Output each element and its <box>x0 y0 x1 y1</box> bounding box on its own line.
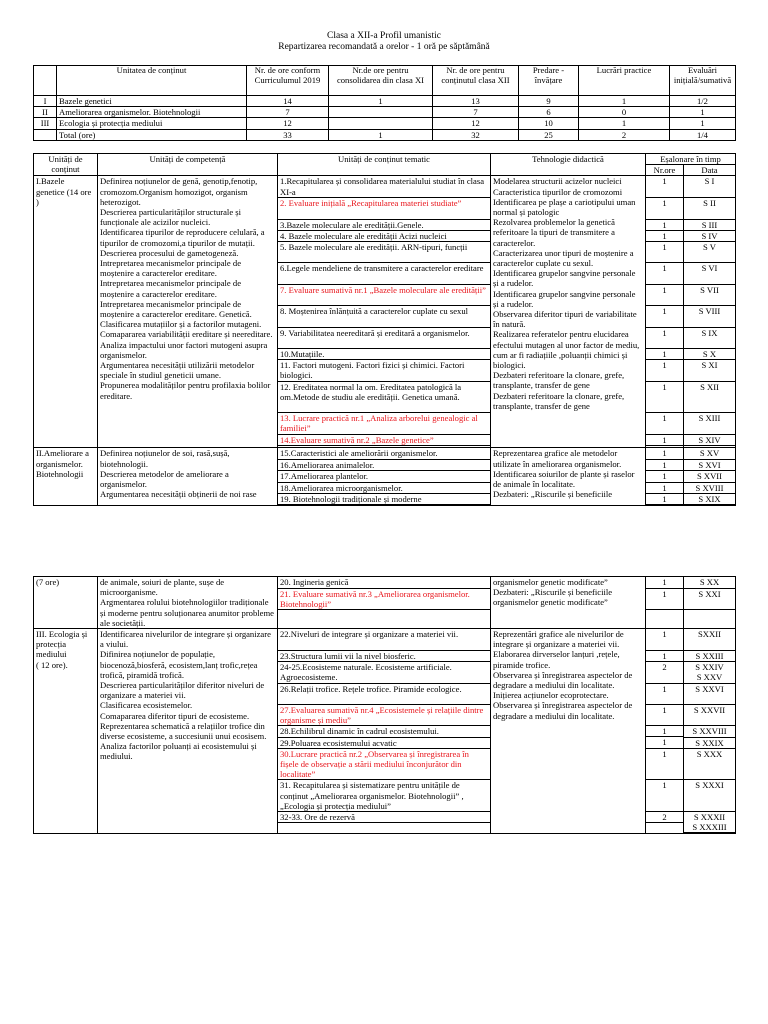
topic-week: S I <box>684 176 735 197</box>
competences: Definirea noțiunelor de genă, genotip,fenotip, cromozom.Organism homozigot, organism heterozigot. Descrierea particularităților structurale și funcționale ale acizilor nucleici. Identificarea tipurilor de reproducere celulară, a tipurilor de cromozomi,a tipurilor de mutații. Descrierea procesului de gametogeneză. Intrepretarea mecanismelor principale de moștenire a caracterelor ereditare. Intrepretarea mecanismelor principale de moștenire a caracterelor ereditare. Intrepretarea mecanismelor principale de moștenire a caracterelor ereditare. Genetică. Clasificarea mutațiilor și a factorilor mutageni. Comapararea variabilității ereditare și neereditare. Analiza impactului unor factori mutogeni asupra organismelor. Argumentarea necesității utilizării metodelor speciale în studiul geneticii umane. Propunerea modalităților pentru profilaxia bolilor ereditare. <box>98 176 278 448</box>
topic-hours: 1 <box>646 448 683 459</box>
topic-hours: 1 <box>646 284 683 305</box>
summary-cell: Ecologia și protecția mediului <box>57 118 247 129</box>
topic-hours: 1 <box>646 349 683 360</box>
topic-hours: 1 <box>646 460 683 471</box>
summary-row <box>34 118 736 129</box>
topic-hours: 1 <box>646 737 683 748</box>
summary-cell: Bazele genetici <box>57 96 247 107</box>
topics-list <box>278 448 490 505</box>
competences: de animale, soiuri de plante, sușe de microorganisme. Argmentarea rolului biotehnologiilor tradiționale și moderne pentru soluționarea anumitor probleme ale societății. <box>98 577 278 629</box>
topic-hours: 1 <box>646 482 683 493</box>
topics-cell <box>278 577 491 629</box>
summary-header-cell: Unitatea de conținut <box>57 66 247 96</box>
topic-hours: 1 <box>646 327 683 348</box>
topic-hours: 1 <box>646 219 683 230</box>
topic-week: S XXX <box>684 748 735 780</box>
summary-header-cell: Nr.de ore pentru consolidarea din clasa XI <box>329 66 433 96</box>
topic-week: S VI <box>684 263 735 284</box>
topic-hours: 1 <box>646 704 683 725</box>
summary-cell: 10 <box>519 118 579 129</box>
header-data: Data <box>684 165 736 176</box>
topic-hours: 1 <box>646 726 683 737</box>
topic-week: S VIII <box>684 306 735 327</box>
summary-cell: 0 <box>579 107 670 118</box>
summary-cell: 1 <box>579 118 670 129</box>
data-list <box>684 577 735 610</box>
topic-hours: 1 <box>646 230 683 241</box>
section-row <box>34 577 736 629</box>
didactic-technology: Reprezentări grafice ale nivelurilor de integrare și organizare a materiei vii. Elaborarea dirverselor lanțuri ,rețele, piramide trofice. Observarea și înregistrarea aspectelor de degradare a mediului din localitate. Inițierea acțiunelor ecoprotectare. Observarea și înregistrarea aspectelor de degradare a mediului din localitate. <box>491 629 646 834</box>
header-nr-ore: Nr.ore <box>646 165 684 176</box>
header-units: Unități de conținut <box>34 154 98 176</box>
summary-cell: 1/4 <box>670 129 736 140</box>
topic-item: 1.Recapitularea și consolidarea materialului studiat în clasa XI-a <box>278 176 490 197</box>
data-cell <box>684 577 736 629</box>
topic-item: 6.Legele mendeliene de transmitere a caracterelor ereditare <box>278 263 490 284</box>
summary-cell: 12 <box>247 118 329 129</box>
topic-week: S VII <box>684 284 735 305</box>
topic-hours: 1 <box>646 748 683 780</box>
topic-item: 19. Biotehnologii tradiționale și moderne <box>278 493 490 504</box>
summary-cell: I <box>34 96 57 107</box>
topic-week: S II <box>684 198 735 219</box>
topic-item: 23.Structura lumii vii la nivel biosferic. <box>278 650 490 661</box>
content-unit: (7 ore) <box>34 577 98 629</box>
summary-cell: III <box>34 118 57 129</box>
topic-item: 15.Caracteristici ale ameliorării organismelor. <box>278 448 490 459</box>
topic-item: 11. Factori mutogeni. Factori fizici și chimici. Factori biologici. <box>278 360 490 381</box>
document-header <box>0 31 768 53</box>
topic-week: S XVIII <box>684 482 735 493</box>
nr-ore-list <box>646 577 683 610</box>
summary-cell: 33 <box>247 129 329 140</box>
header-thematic: Unități de conținut tematic <box>278 154 491 176</box>
data-cell <box>684 448 736 506</box>
topic-week: S XVII <box>684 471 735 482</box>
topic-hours: 1 <box>646 650 683 661</box>
summary-cell: 7 <box>247 107 329 118</box>
data-cell <box>684 176 736 448</box>
topic-item: 5. Bazele moleculare ale eredității. ARN-tipuri, funcții <box>278 242 490 263</box>
summary-cell: 25 <box>519 129 579 140</box>
summary-cell: 1 <box>670 107 736 118</box>
topic-week: S XVI <box>684 460 735 471</box>
section-row <box>34 176 736 448</box>
competences: Definirea noțiunelor de soi, rasă,sușă, biotehnologii. Descrierea metodelor de ameliorare a organismelor. Argumentarea necesității obținerii de noi rase <box>98 448 278 506</box>
topic-hours: 2 <box>646 811 683 822</box>
topic-item: 32-33. Ore de rezervă <box>278 811 490 822</box>
topic-hours: 1 <box>646 434 683 445</box>
header-technology: Tehnologie didactică <box>491 154 646 176</box>
topic-item: 2. Evaluare inițială „Recapitularea materiei studiate” <box>278 198 490 219</box>
summary-cell: Ameliorarea organismelor. Biotehnologii <box>57 107 247 118</box>
summary-cell: 9 <box>519 96 579 107</box>
topic-week: S XII <box>684 381 735 413</box>
topics-list <box>278 577 490 610</box>
topic-week: S XXIII <box>684 650 735 661</box>
didactic-technology: Modelarea structurii acizelor nucleici Caracteristica tipurilor de cromozomi Identificarea pe plașe a cariotipului uman normal și patologic Rezolvarea problemelor la genetică referitoare la tipuri de transmitere a caracterelor. Caracterizarea unor tipuri de moștenire a caracterelor cuplate cu sexul. Identificarea grupelor sangvine personale și a rudelor. Identificarea grupelor sangvine personale și a rudelor. Observarea diferitor tipuri de variabilitate în natură. Realizarea referatelor pentru elucidarea efectului mutagen al unor factor de mediu, cum ar fi radiațiile ,poluanții chimici și biologici. Dezbateri referitoare la clonare, grefe, transplante, transfer de gene Dezbateri referitoare la clonare, grefe, transplante, transfer de gene <box>491 176 646 448</box>
topic-item: 13. Lucrare practică nr.1 „Analiza arborelui genealogic al familiei” <box>278 413 490 434</box>
didactic-technology: organismelor genetic modificate” Dezbateri: „Riscurile și beneficiile organismelor genetic modificate” <box>491 577 646 629</box>
nr-ore-list <box>646 448 683 505</box>
topics-list <box>278 629 490 823</box>
topic-week: S XXIV S XXV <box>684 662 735 683</box>
summary-cell: II <box>34 107 57 118</box>
topic-week: S IX <box>684 327 735 348</box>
topic-week: S V <box>684 242 735 263</box>
topic-item: 4. Bazele moleculare ale eredității Acizi nucleici <box>278 230 490 241</box>
content-unit: II.Ameliorare a organismelor. Biotehnologii <box>34 448 98 506</box>
topic-item: 18.Ameliorarea microorganismelor. <box>278 482 490 493</box>
content-unit: I.Bazele genetice (14 ore ) <box>34 176 98 448</box>
topic-hours: 1 <box>646 242 683 263</box>
topic-week: S XIII <box>684 413 735 434</box>
data-list <box>684 176 735 445</box>
topic-hours: 1 <box>646 381 683 413</box>
topic-item: 31. Recapitularea și sistematizare pentru unitățile de conținut „Ameliorarea organismelor. Biotehnologii” , „Ecologia și protecția mediului” <box>278 780 490 812</box>
data-list <box>684 448 735 505</box>
summary-cell: 6 <box>519 107 579 118</box>
topic-item: 12. Ereditatea normal la om. Ereditatea patologică la om.Metode de studiu ale eredității. Genetica umană. <box>278 381 490 413</box>
topic-item: 26.Relații trofice. Rețele trofice. Piramide ecologice. <box>278 683 490 704</box>
topic-week: S XIX <box>684 493 735 504</box>
summary-table <box>33 65 736 141</box>
topic-hours: 1 <box>646 588 683 609</box>
topic-item: 14.Evaluare sumativă nr.2 „Bazele genetice” <box>278 434 490 445</box>
data-list <box>684 629 735 833</box>
summary-cell: 32 <box>433 129 519 140</box>
nr-ore-cell <box>646 577 684 629</box>
data-cell <box>684 629 736 834</box>
topic-week: SXXII <box>684 629 735 650</box>
topic-hours: 1 <box>646 780 683 812</box>
summary-header-cell: Nr. de ore conform Curriculumul 2019 <box>247 66 329 96</box>
summary-header-cell <box>34 66 57 96</box>
topic-week: S XXVII <box>684 704 735 725</box>
summary-cell: 12 <box>433 118 519 129</box>
nr-ore-list <box>646 629 683 823</box>
topic-item: 29.Poluarea ecosistemului acvatic <box>278 737 490 748</box>
nr-ore-cell <box>646 448 684 506</box>
topic-item: 17.Ameliorarea plantelor. <box>278 471 490 482</box>
topic-week: S XXXI <box>684 780 735 812</box>
topic-hours: 1 <box>646 360 683 381</box>
topic-hours: 1 <box>646 413 683 434</box>
topic-item: 27.Evaluarea sumativă nr.4 „Ecosistemele și relațiile dintre organisme și mediu” <box>278 704 490 725</box>
summary-cell <box>329 107 433 118</box>
nr-ore-cell <box>646 629 684 834</box>
topic-hours: 1 <box>646 263 683 284</box>
competences: Identificarea nivelurilor de integrare și organizare a viului. Difinirea noțiunelor de populație, biocenoză,biosferă, ecosistem,lanț trofic,rețea trofică, piramidă trofică. Descrierea particularităților diferitor niveluri de organizare a materiei vii. Clasificarea ecosistemelor. Comapararea diferitor tipuri de ecosisteme. Reprezentarea schematică a relațiilor trofice din diverse ecosisteme, a succesiunii unui ecosisem. Analiza factorilor poluanți ai ecosistemului și mediului. <box>98 629 278 834</box>
summary-cell: 7 <box>433 107 519 118</box>
header-competences: Unități de competență <box>98 154 278 176</box>
topic-hours: 1 <box>646 683 683 704</box>
topic-hours: 1 <box>646 629 683 650</box>
topic-week: S XXVI <box>684 683 735 704</box>
topic-item: 10.Mutațiile. <box>278 349 490 360</box>
nr-ore-cell <box>646 176 684 448</box>
topic-item: 7. Evaluare sumativă nr.1 „Bazele moleculare ale eredității” <box>278 284 490 305</box>
summary-cell: 1 <box>329 96 433 107</box>
summary-cell <box>329 118 433 129</box>
topic-item: 22.Niveluri de integrare și organizare a materiei vii. <box>278 629 490 650</box>
topic-hours: 1 <box>646 176 683 197</box>
topic-week: S XXXII S XXXIII <box>684 811 735 832</box>
summary-header-cell: Predare - învățare <box>519 66 579 96</box>
section-row <box>34 629 736 834</box>
topic-week: S XV <box>684 448 735 459</box>
topic-item: 30.Lucrare practică nr.2 „Observarea și înregistrarea în fișele de observație a stării mediului înconjurător din localitate” <box>278 748 490 780</box>
plan-table-page-2 <box>33 576 736 834</box>
summary-row <box>34 96 736 107</box>
topic-week: S IV <box>684 230 735 241</box>
nr-ore-list <box>646 176 683 445</box>
topic-week: S XXIX <box>684 737 735 748</box>
topic-hours: 1 <box>646 306 683 327</box>
topic-item: 24-25.Ecosisteme naturale. Ecosisteme artificiale. Agroecosisteme. <box>278 662 490 683</box>
topic-hours: 1 <box>646 577 683 588</box>
topic-hours: 2 <box>646 662 683 683</box>
topic-item: 28.Echilibrul dinamic în cadrul ecosistemului. <box>278 726 490 737</box>
topics-cell <box>278 448 491 506</box>
summary-cell: 1 <box>329 129 433 140</box>
topic-item: 20. Ingineria genică <box>278 577 490 588</box>
summary-cell: 13 <box>433 96 519 107</box>
document-subtitle: Repartizarea recomandată a orelor - 1 oră pe săptămână <box>278 42 490 52</box>
section-row <box>34 448 736 506</box>
summary-header-cell: Nr. de ore pentru conținutul clasa XII <box>433 66 519 96</box>
summary-cell: 2 <box>579 129 670 140</box>
header-schedule: Eșalonare în timp <box>646 154 736 165</box>
summary-row <box>34 129 736 140</box>
summary-cell: 14 <box>247 96 329 107</box>
topic-item: 21. Evaluare sumativă nr.3 „Ameliorarea organismelor. Biotehnologii” <box>278 588 490 609</box>
topic-hours: 1 <box>646 493 683 504</box>
topics-cell <box>278 629 491 834</box>
summary-header-cell: Lucrări practice <box>579 66 670 96</box>
topic-week: S XX <box>684 577 735 588</box>
topic-week: S XIV <box>684 434 735 445</box>
plan-table-page-1 <box>33 153 736 506</box>
topic-item: 3.Bazele moleculare ale eredității.Genele. <box>278 219 490 230</box>
topic-hours: 1 <box>646 198 683 219</box>
summary-cell: 1 <box>670 118 736 129</box>
didactic-technology: Reprezentarea grafice ale metodelor utilizate în ameliorarea organismelor. Identificarea soiurilor de plante și raselor de animale în localitate. Dezbateri: „Riscurile și beneficiile <box>491 448 646 506</box>
summary-header-cell: Evaluări inițială/sumativă <box>670 66 736 96</box>
topic-item: 9. Variabilitatea neereditară și ereditară a organismelor. <box>278 327 490 348</box>
document-title: Clasa a XII-a Profil umanistic <box>327 31 441 41</box>
topic-week: S XXI <box>684 588 735 609</box>
topic-week: S XI <box>684 360 735 381</box>
topic-item: 16.Ameliorarea animalelor. <box>278 460 490 471</box>
topic-week: S X <box>684 349 735 360</box>
content-unit: III. Ecologia și protecția mediului ( 12 ore). <box>34 629 98 834</box>
topics-list <box>278 176 490 445</box>
summary-cell: 1/2 <box>670 96 736 107</box>
topics-cell <box>278 176 491 448</box>
topic-item: 8. Moștenirea înlănțuită a caracterelor cuplate cu sexul <box>278 306 490 327</box>
topic-hours: 1 <box>646 471 683 482</box>
summary-row <box>34 107 736 118</box>
summary-cell: 1 <box>579 96 670 107</box>
topic-week: S III <box>684 219 735 230</box>
summary-cell <box>34 129 57 140</box>
topic-week: S XXVIII <box>684 726 735 737</box>
summary-cell: Total (ore) <box>57 129 247 140</box>
